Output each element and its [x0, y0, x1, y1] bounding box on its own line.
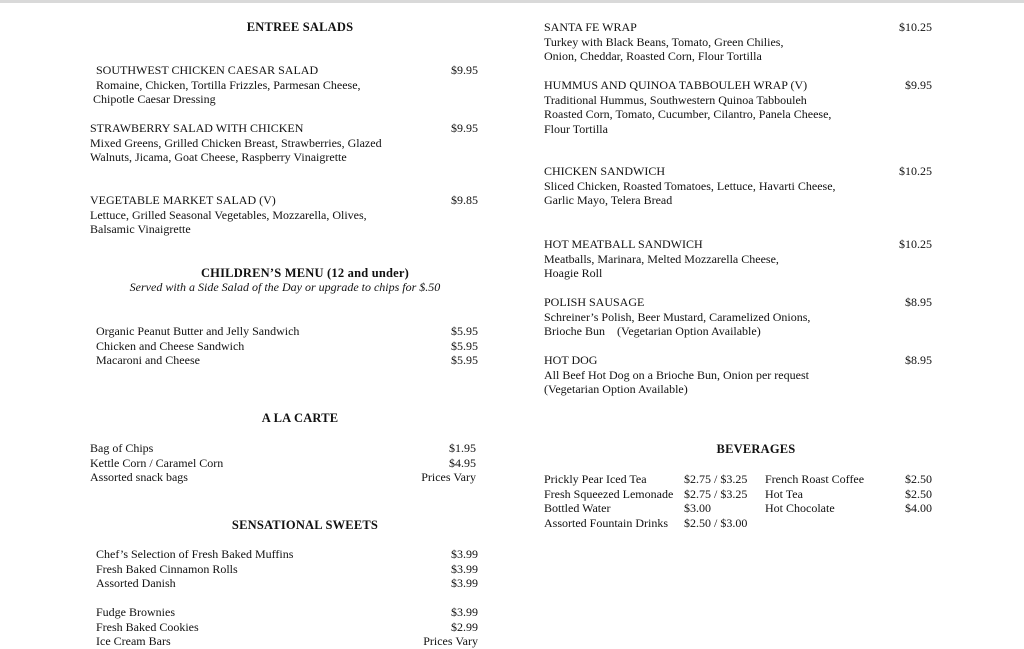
- item-desc: Brioche Bun (Vegetarian Option Available): [544, 324, 761, 338]
- item-desc: Hoagie Roll: [544, 266, 603, 280]
- item-name: SANTA FE WRAP: [544, 20, 637, 34]
- item-name: HOT DOG: [544, 353, 598, 367]
- list-item: Kettle Corn / Caramel Corn: [90, 455, 224, 470]
- item-desc: All Beef Hot Dog on a Brioche Bun, Onion per request: [544, 367, 809, 382]
- entree-salads-heading: ENTREE SALADS: [246, 20, 354, 34]
- item-price: $10.25: [899, 237, 932, 251]
- item-desc: Sliced Chicken, Roasted Tomatoes, Lettuce, Havarti Cheese,: [544, 178, 836, 193]
- item-price: $9.95: [451, 121, 478, 135]
- list-item: Fresh Squeezed Lemonade: [544, 486, 674, 501]
- a-la-carte-prices: [380, 441, 476, 485]
- item-price: $3.99: [451, 547, 478, 561]
- beverages-names-col1: [544, 472, 673, 530]
- item-price: $2.50 / $3.00: [684, 515, 748, 530]
- sweets-prices-1: [400, 547, 478, 591]
- menu-item-vegetable-salad: [90, 193, 367, 237]
- list-item: Assorted snack bags: [90, 470, 188, 484]
- menu-item-hummus-wrap: [544, 78, 831, 136]
- item-price: $3.99: [451, 576, 478, 590]
- item-desc: Mixed Greens, Grilled Chicken Breast, Strawberries, Glazed: [90, 135, 382, 150]
- sweets-list-1: [96, 547, 293, 591]
- item-desc: Chipotle Caesar Dressing: [93, 92, 216, 106]
- item-desc: Romaine, Chicken, Tortilla Frizzles, Parmesan Cheese,: [96, 77, 361, 92]
- page-top-border: [0, 0, 1024, 3]
- item-desc: Balsamic Vinaigrette: [90, 222, 191, 236]
- beverages-prices-col2: [880, 472, 932, 516]
- menu-item-meatball-sandwich: [544, 237, 779, 281]
- item-price: $5.95: [451, 353, 478, 367]
- menu-item-polish-sausage: [544, 295, 810, 339]
- item-price: $4.00: [905, 501, 932, 515]
- item-desc: (Vegetarian Option Available): [544, 382, 688, 396]
- item-name: CHICKEN SANDWICH: [544, 164, 665, 178]
- item-desc: Walnuts, Jicama, Goat Cheese, Raspberry Vinaigrette: [90, 150, 347, 164]
- menu-item-chicken-sandwich: [544, 164, 836, 208]
- menu-item-strawberry-salad: [90, 121, 382, 165]
- list-item: Hot Tea: [765, 486, 803, 501]
- item-desc: Flour Tortilla: [544, 121, 608, 136]
- list-item: Macaroni and Cheese: [96, 353, 200, 367]
- list-item: Chicken and Cheese Sandwich: [96, 338, 245, 353]
- item-price: $8.95: [905, 353, 932, 367]
- list-item: Assorted Fountain Drinks: [544, 515, 668, 530]
- list-item: Fudge Brownies: [96, 605, 175, 619]
- item-price: $5.95: [451, 324, 478, 338]
- list-item: Assorted Danish: [96, 576, 176, 590]
- item-price: $8.95: [905, 295, 932, 309]
- list-item: Fresh Baked Cinnamon Rolls: [96, 561, 238, 576]
- list-item: Chef’s Selection of Fresh Baked Muffins: [96, 547, 294, 561]
- childrens-menu-subtitle: Served with a Side Salad of the Day or upgrade to chips for $.50: [129, 280, 441, 294]
- list-item: Bag of Chips: [90, 441, 154, 455]
- item-price: $9.95: [451, 63, 478, 77]
- sensational-sweets-heading: SENSATIONAL SWEETS: [231, 518, 379, 532]
- item-price: $2.99: [451, 619, 478, 634]
- childrens-menu-list: [96, 324, 299, 368]
- list-item: Bottled Water: [544, 501, 611, 515]
- item-price: $5.95: [451, 338, 478, 353]
- item-price: $2.50: [905, 472, 932, 486]
- item-price: $1.95: [449, 441, 476, 455]
- item-desc: Roasted Corn, Tomato, Cucumber, Cilantro, Panela Cheese,: [544, 107, 832, 121]
- a-la-carte-list: [90, 441, 223, 485]
- beverages-names-col2: [765, 472, 864, 516]
- menu-item-southwest-caesar: [90, 63, 361, 107]
- item-name: VEGETABLE MARKET SALAD (V): [90, 193, 276, 207]
- item-desc: Lettuce, Grilled Seasonal Vegetables, Mozzarella, Olives,: [90, 207, 367, 222]
- item-desc: Meatballs, Marinara, Melted Mozzarella Cheese,: [544, 251, 779, 266]
- item-desc: Turkey with Black Beans, Tomato, Green Chilies,: [544, 34, 784, 49]
- beverages-heading: BEVERAGES: [716, 442, 796, 456]
- item-name: STRAWBERRY SALAD WITH CHICKEN: [90, 121, 304, 135]
- item-price: $2.75 / $3.25: [684, 486, 748, 501]
- item-price: $2.50: [905, 486, 932, 501]
- item-price: $3.00: [684, 501, 711, 515]
- item-price: $4.95: [449, 455, 476, 470]
- item-desc: Schreiner’s Polish, Beer Mustard, Caramelized Onions,: [544, 309, 811, 324]
- list-item: Prickly Pear Iced Tea: [544, 472, 647, 486]
- item-name: SOUTHWEST CHICKEN CAESAR SALAD: [96, 63, 319, 77]
- childrens-menu-prices: [400, 324, 478, 368]
- item-price: $9.85: [451, 193, 478, 207]
- list-item: Hot Chocolate: [765, 501, 835, 515]
- item-price: $10.25: [899, 20, 932, 34]
- list-item: French Roast Coffee: [765, 472, 865, 486]
- item-name: HUMMUS AND QUINOA TABBOULEH WRAP (V): [544, 78, 808, 92]
- item-price: $2.75 / $3.25: [684, 472, 748, 486]
- item-desc: Traditional Hummus, Southwestern Quinoa Tabbouleh: [544, 92, 807, 107]
- list-item: Organic Peanut Butter and Jelly Sandwich: [96, 324, 300, 338]
- item-price: $10.25: [899, 164, 932, 178]
- item-desc: Garlic Mayo, Telera Bread: [544, 193, 673, 207]
- menu-item-hot-dog: [544, 353, 809, 397]
- item-price: $9.95: [905, 78, 932, 92]
- menu-item-santa-fe-wrap: [544, 20, 783, 64]
- item-price: Prices Vary: [423, 634, 478, 648]
- item-desc: Onion, Cheddar, Roasted Corn, Flour Tortilla: [544, 49, 762, 63]
- item-price: $3.99: [451, 561, 478, 576]
- item-name: POLISH SAUSAGE: [544, 295, 645, 309]
- item-price: Prices Vary: [421, 470, 476, 484]
- childrens-menu-heading: CHILDREN’S MENU (12 and under): [200, 266, 410, 280]
- list-item: Fresh Baked Cookies: [96, 619, 199, 634]
- a-la-carte-heading: A LA CARTE: [261, 411, 339, 425]
- item-name: HOT MEATBALL SANDWICH: [544, 237, 703, 251]
- item-price: $3.99: [451, 605, 478, 619]
- list-item: Ice Cream Bars: [96, 634, 171, 648]
- beverages-prices-col1: [684, 472, 747, 530]
